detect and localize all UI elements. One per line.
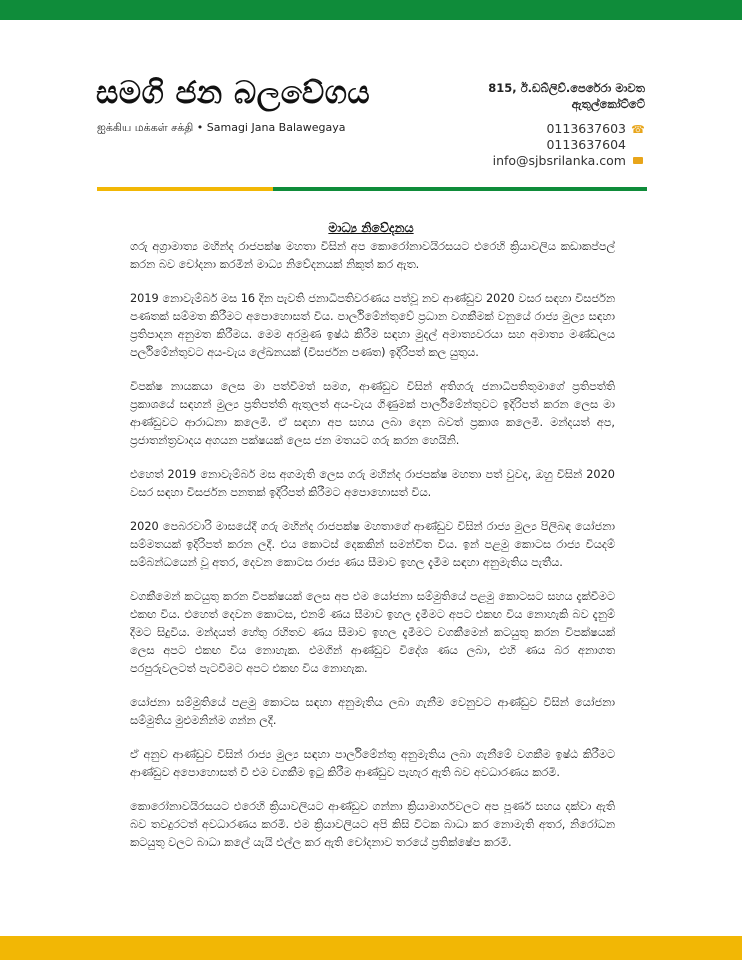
envelope-icon [633, 157, 643, 164]
paragraph: 2020 පෙබරවාරි මාසයේදී ගරු මහින්ද රාජපක්ෂ මහතාගේ ආණ්ඩුව විසින් රාජ්‍ය මුල්‍ය පිලිබඳ යෝජනා සම්මතයක් ඉදිරිපත් කරන ලදී. එය කොටස් දෙකකින් සමන්විත විය. ඉන් පළමු කොටස රාජ්‍ය වියදම් සම්බන්ධයෙන් වූ අතර, දෙවන කොටස රාජ්‍ය ණය සීමාව ඉහල දැමීම සඳහා අනුමැතිය පැතීය. [130, 520, 615, 569]
party-name: සමගි ජන බලවේගය [96, 75, 371, 111]
paragraph: ගරු අග්‍රාමාත්‍ය මහින්ද රාජපක්ෂ මහතා විසින් අප කොරෝනාවයිරසයට එරෙහි ක්‍රියාවලිය කඩාකප්පල් කරන බව චෝදනා කරමින් මාධ්‍ය නිවේදනයක් නිකුත් කර ඇත. [130, 240, 615, 271]
phone-row-1 [385, 121, 645, 137]
phone-row-2 [385, 137, 645, 153]
paragraph: යෝජනා සම්මුතියේ පළමු කොටස සඳහා අනුමැතිය ලබා ගැනීම වෙනුවට ආණ්ඩුව විසින් යෝජනා සම්මුතිය මුළුමනින්ම ගන්න ලදී. [130, 696, 615, 727]
address-line-2: ඇතුල්කෝට්ටේ [571, 97, 645, 111]
contact-block [385, 80, 645, 169]
divider-yellow-segment [97, 187, 273, 191]
header-divider [97, 187, 647, 191]
divider-green-segment [273, 187, 647, 191]
paragraph: කොරෝනාවයිරසයට එරෙහි ක්‍රියාවලියට ආණ්ඩුව ගන්නා ක්‍රියාමාර්ගවලට අප පූර්ණ සහය දක්වා ඇති බව තවදුරටත් අවධාරණය කරමි. එම ක්‍රියාවලියට අපි කිසි විටක බාධා කර නොමැති අතර, නිරෝධන කටයුතු වලට බාධා කලේ යැයි එල්ල කර ඇති චෝදනාව තරයේ ප්‍රතික්ෂේප කරමි. [130, 800, 615, 849]
document-title: මාධ්‍ය නිවේදනය [328, 220, 414, 235]
paragraph: වගකීමෙන් කටයුතු කරන විපක්ෂයක් ලෙස අප එම යෝජනා සම්මුතියේ පළමු කොටසට සහය දැක්වීමට එකඟ විය. එහෙත් දෙවන කොටස, එනම් ණය සීමාව ඉහල දැමීමට අපට එකඟ විය නොහැකි බව දැනුම් දීමට සිදුවිය. මන්දයත් හේතු රහිතව ණය සීමාව ඉහල දැමීමට වගකීමෙන් කටයුතු කරන විපක්ෂයක් ලෙස අපට එකඟ විය නොහැක. එමගින් ආණ්ඩුව විදේශ ණය ලබා, එහි ණය බර අනාගත පරපුරුවලටත් පැටවීමට අපට එකඟ විය නොහැක. [130, 590, 615, 675]
phone-icon: ☎ [631, 123, 645, 136]
top-green-band [0, 0, 742, 20]
paragraph: ඒ අනුව ආණ්ඩුව විසින් රාජ්‍ය මුල්‍ය සඳහා පාර්ලිමේන්තු අනුමැතිය ලබා ගැනීමේ වගකීම ඉෂ්ඨ කිරීමට ආණ්ඩුව අපොහොසත් වී එම වගකීම ඉටු කිරීම ආණ්ඩුව පැහැර ඇති බව අවධාරණය කරමි. [130, 748, 615, 779]
paragraph: විපක්ෂ නායකයා ලෙස මා පත්වීමත් සමග, ආණ්ඩුව විසින් අතිගරු ජනාධිපතිතුමාගේ ප්‍රතිපත්ති ප්‍රකාශයේ සඳහන් මුල්‍ය ප්‍රතිපත්ති ඇතුලත් අය-වැය ගිණුමක් පාර්ලිමේන්තුවට ඉදිරිපත් කරන ලෙස මා ආණ්ඩුවට ආරාධනා කලෙමි. ඒ සඳහා අප සහය ලබා දෙන බවත් ප්‍රකාශ කලෙමි. මන්දයත් අප, ප්‍රජාතන්ත්‍රවාදය අගයන පක්ෂයක් ලෙස ජන මතයට ගරු කරන හෙයිනි. [130, 380, 615, 447]
address-line-1: 815, ඊ.ඩබ්ලිව්.පෙරේරා මාවත [488, 81, 645, 95]
bottom-yellow-band [0, 936, 742, 960]
phone-1[interactable]: 0113637603 [546, 121, 626, 136]
paragraph: 2019 නොවැම්බර් මස 16 දින පැවති ජනාධිපතිවරණය පත්වූ නව ආණ්ඩුව 2020 වසර සඳහා විසර්ජන පණතක් සම්මත කිරීමට අපොහොසත් විය. පාර්ලිමේන්තුවේ ප්‍රධාන වගකීමක් වනුයේ රාජ්‍ය මුල්‍ය සඳහා ප්‍රතිපාදන අනුමත කිරීමය. මෙම අරමුණ ඉෂ්ඨ කිරීම සඳහා මුදල් අමාත්‍යවරයා සහ අමාත්‍ය මණ්ඩලය පර්ලිමේන්තුවට අය-වැය ලේඛනයක් (විසර්ජන පණත) ඉදිරිපත් කල යුතුය. [130, 292, 615, 359]
party-tagline: ஐக்கிய மக்கள் சக்தி • Samagi Jana Balawegaya [97, 121, 346, 134]
document-body [130, 238, 615, 868]
email-row [385, 153, 645, 169]
phone-2[interactable]: 0113637604 [546, 137, 626, 152]
email-link[interactable]: info@sjbsrilanka.com [492, 153, 626, 168]
paragraph: එහෙත් 2019 නොවැම්බර් මස අගමැති ලෙස ගරු මහින්ද රාජපක්ෂ මහතා පත් වුවද, ඔහු විසින් 2020 වසර සඳහා විසර්ජන පනතක් ඉදිරිපත් කිරීමට අපොහොසත් විය. [130, 468, 615, 499]
